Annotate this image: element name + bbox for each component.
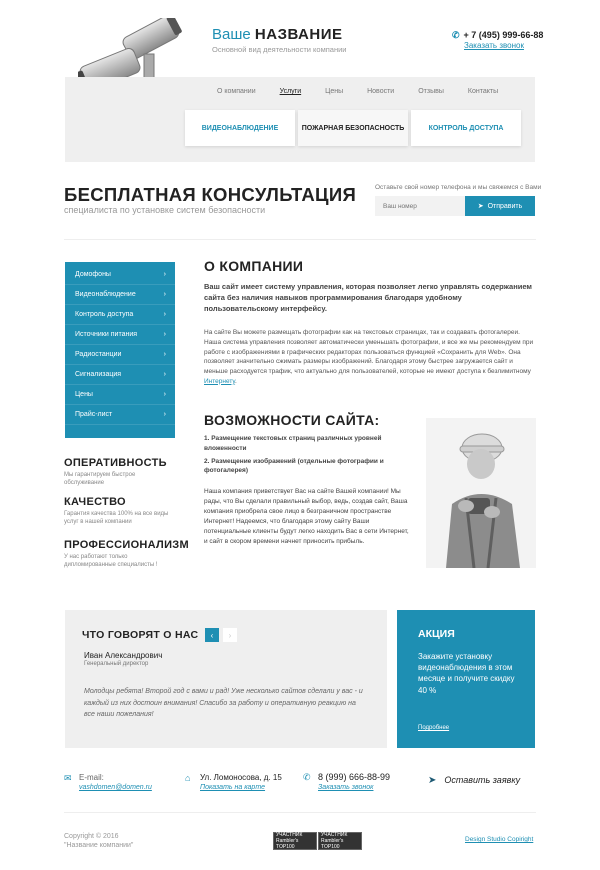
testimonial-author: Иван Александрович (84, 651, 163, 660)
sidebar-item-label: Контроль доступа (75, 311, 134, 318)
sidebar-item-label: Прайс-лист (75, 411, 113, 418)
email-label: E-mail: (79, 773, 104, 782)
testimonial-role: Генеральный директор (84, 661, 149, 667)
arrow-right-icon: › (163, 331, 166, 338)
feature-title: КАЧЕСТВО (64, 496, 126, 508)
arrow-right-icon: › (163, 351, 166, 358)
about-text (204, 328, 534, 387)
rambler-badge[interactable]: УЧАСТНИК Rambler's TOP100 (273, 832, 317, 850)
feature-title: ПРОФЕССИОНАЛИЗМ (64, 539, 189, 551)
feature-text: У нас работают только дипломированные специалисты ! (64, 554, 158, 568)
features-title: ВОЗМОЖНОСТИ САЙТА: (204, 412, 380, 428)
home-icon: ⌂ (185, 773, 191, 783)
testimonial-quote: Молодцы ребята! Второй год с вами и рад! Уже несколько сайтов сделали у вас - и каждый из них достоин внимания! Спасибо за работу и оперативную реакцию на все наши пожелания! (84, 688, 363, 719)
copyright-year: Copyright © 2016 (64, 833, 119, 840)
phone-icon: ✆ (452, 30, 460, 40)
email-link[interactable]: vashdomen@domen.ru (79, 784, 152, 791)
nav-about[interactable]: О компании (217, 88, 256, 95)
footer-call-link[interactable]: Заказать звонок (318, 784, 374, 791)
send-button[interactable] (465, 196, 535, 216)
internet-link[interactable]: Интернету (204, 377, 236, 385)
request-label: Оставить заявку (444, 775, 521, 785)
arrow-right-icon: › (163, 291, 166, 298)
sidebar-item-access[interactable] (65, 305, 175, 325)
list-item: 1. Размещение текстовых страниц различных уровней вложенности (204, 435, 382, 452)
features-list (204, 434, 409, 479)
sidebar-item-radio[interactable] (65, 345, 175, 365)
nav-reviews[interactable]: Отзывы (418, 88, 444, 95)
about-text-body: На сайте Вы можете размещать фотографии как на текстовых страницах, так и создавать фотогалереи. Наша система управления позволяет автоматически уменьшать фотографии, и все же мы рекомендуем при работе с изображениями в графических редакторах пользоваться функцией «Сохранить для Web». Она позволяет значительно сжимать размеры изображений. Благодаря этому быстрее загружается сайт и меньше расходуется трафик, что актуально для пользователей, которые не имеют доступа к безлимитному (204, 329, 534, 375)
design-studio-link[interactable]: Design Studio Copiright (465, 836, 534, 843)
phone-icon: ✆ (303, 772, 311, 782)
map-link[interactable]: Показать на карте (200, 784, 266, 791)
sidebar-item-prices[interactable] (65, 385, 175, 405)
divider (64, 812, 536, 813)
sidebar-item-power[interactable] (65, 325, 175, 345)
footer-phone: 8 (999) 666-88-99 (318, 772, 391, 782)
sidebar-item-intercoms[interactable] (65, 265, 175, 285)
about-title: О КОМПАНИИ (204, 258, 304, 274)
logo[interactable] (212, 26, 343, 43)
feature-title: ОПЕРАТИВНОСТЬ (64, 457, 167, 469)
consult-title: БЕСПЛАТНАЯ КОНСУЛЬТАЦИЯ (64, 184, 357, 205)
service-video[interactable]: ВИДЕОНАБЛЮДЕНИЕ (185, 110, 295, 146)
sidebar-item-alarm[interactable] (65, 365, 175, 385)
about-lead: Ваш сайт имеет систему управления, которая позволяет легко управлять содержанием сайта без наличия навыков программирования благодаря удобному пользовательскому интерфейсу. (204, 282, 532, 313)
sidebar-item-label: Видеонаблюдение (75, 291, 136, 298)
phone-input[interactable] (375, 196, 465, 216)
sidebar-item-label: Домофоны (75, 271, 111, 278)
service-access[interactable]: КОНТРОЛЬ ДОСТУПА (411, 110, 521, 146)
nav-prices[interactable]: Цены (325, 88, 344, 95)
envelope-icon: ✉ (64, 773, 72, 783)
testimonials-title: ЧТО ГОВОРЯТ О НАС (82, 629, 199, 641)
about-text-end: . (235, 377, 237, 385)
nav-news[interactable]: Новости (367, 88, 395, 95)
header-phone (452, 30, 543, 41)
sidebar-item-label: Источники питания (75, 331, 138, 338)
arrow-right-icon: › (163, 271, 166, 278)
promo-title: АКЦИЯ (418, 628, 455, 640)
logo-subtitle: Основной вид деятельности компании (212, 45, 347, 54)
feature-text: Мы гарантируем быстрое обслуживание (64, 472, 136, 486)
worker-photo (426, 418, 536, 568)
arrow-right-icon: › (163, 311, 166, 318)
sidebar-item-video[interactable] (65, 285, 175, 305)
divider (64, 239, 536, 240)
send-button-label: Отправить (487, 202, 523, 210)
sidebar-item-label: Радиостанции (75, 351, 122, 358)
sidebar-menu (65, 262, 175, 438)
arrow-right-icon: › (163, 391, 166, 398)
next-button[interactable]: › (223, 628, 237, 642)
header-phone-number: + 7 (495) 999-66-88 (463, 30, 544, 40)
arrow-right-icon: › (163, 371, 166, 378)
sidebar-item-label: Сигнализация (75, 371, 122, 378)
promo-more-link[interactable]: Подробнее (418, 725, 450, 731)
features-text: Наша компания приветствует Вас на сайте Вашей компании! Мы рады, что Вы сделали правильный выбор, ведь, создав сайт, Ваша компания приобрела свое лицо в безграничном пространстве Интернет! Надеемся, что благодаря этому сайту Ваши потенциальные клиенты будут легко находить Вас в сети Интернет, и сайт в скором времени начнет приносить прибыль. (204, 488, 409, 546)
send-icon: ➤ (428, 775, 437, 786)
copyright (64, 832, 133, 851)
send-icon: ➤ (477, 203, 484, 210)
list-item: 2. Размещение изображений (отдельные фотографии и фотогалерея) (204, 457, 384, 475)
rambler-badge[interactable]: УЧАСТНИК Rambler's TOP100 (318, 832, 362, 850)
nav-contacts[interactable]: Контакты (467, 88, 499, 95)
service-fire[interactable]: ПОЖАРНАЯ БЕЗОПАСНОСТЬ (298, 110, 408, 146)
sidebar-item-pricelist[interactable] (65, 405, 175, 425)
header-call-link[interactable]: Заказать звонок (464, 41, 524, 50)
consult-subtitle: специалиста по установке систем безопасности (64, 205, 266, 215)
main-nav (217, 88, 522, 100)
promo-text: Закажите установку видеонаблюдения в этом месяце и получите скидку 40 % (418, 652, 515, 695)
address: Ул. Ломоносова, д. 15 (200, 773, 282, 782)
request-button[interactable] (428, 775, 520, 786)
copyright-company: "Название компании" (64, 842, 134, 850)
feature-text: Гарантия качества 100% на все виды услуг в нашей компании (64, 511, 169, 525)
logo-word: Ваше (212, 26, 251, 43)
prev-button[interactable]: ‹ (205, 628, 219, 642)
nav-services[interactable]: Услуги (279, 88, 302, 95)
sidebar-item-label: Цены (75, 391, 93, 398)
arrow-right-icon: › (163, 411, 166, 418)
consult-hint: Оставьте свой номер телефона и мы свяжемся с Вами (375, 184, 542, 191)
logo-name: НАЗВАНИЕ (254, 26, 343, 43)
